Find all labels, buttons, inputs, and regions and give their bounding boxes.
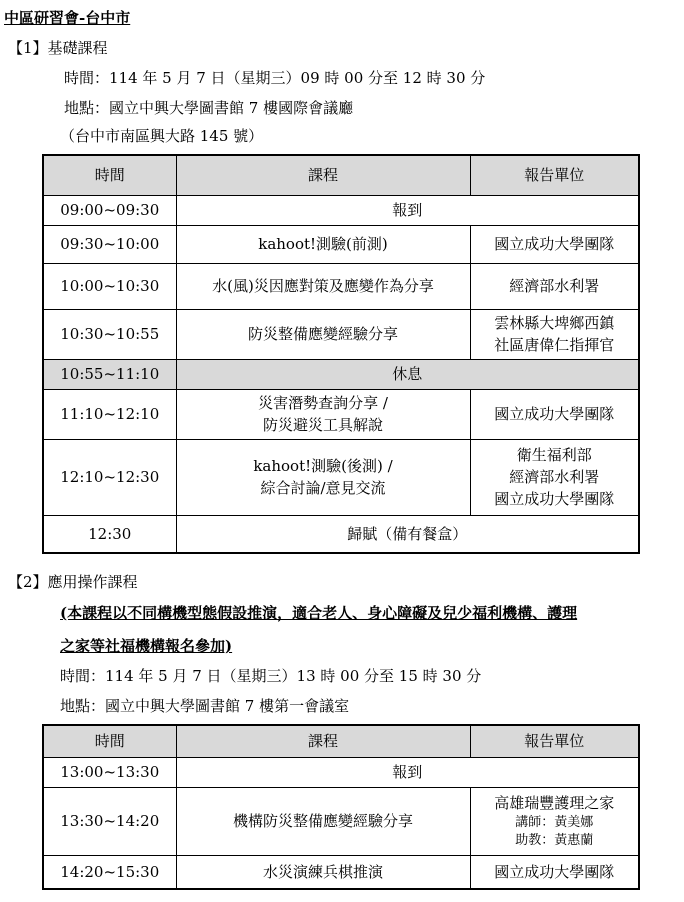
- unit-cell: [470, 855, 639, 889]
- course-text: 水災演練兵棋推演: [262, 862, 383, 881]
- course-text: kahoot!測驗(後測) /: [253, 457, 393, 475]
- header-cell: 時間: [43, 155, 176, 195]
- course-text: 休息: [392, 365, 423, 383]
- merged-course-cell: [176, 757, 639, 787]
- course-text: 防災整備應變經驗分享: [247, 325, 398, 343]
- section1-heading: 【1】基礎課程: [8, 39, 108, 57]
- unit-text: 雲林縣大埤鄉西鎮: [494, 314, 615, 332]
- header-cell: 報告單位: [470, 725, 639, 757]
- unit-text: 經濟部水利署: [509, 277, 600, 295]
- unit-text: 衛生福利部: [516, 446, 592, 464]
- time-cell: 14:20~15:30: [43, 855, 176, 889]
- table-row: [43, 389, 639, 439]
- table-row: [43, 359, 639, 389]
- section2-note-line1: (本課程以不同構機型態假設推演，適合老人、身心障礙及兒少福利機構、護理: [60, 604, 578, 622]
- table-row: [43, 439, 639, 515]
- merged-course-cell: [176, 195, 639, 225]
- table-row: [43, 195, 639, 225]
- unit-text: 國立成功大學團隊: [494, 235, 615, 253]
- unit-cell: [470, 787, 639, 855]
- header-cell: 時間: [43, 725, 176, 757]
- course-text: 綜合討論/意見交流: [260, 479, 386, 497]
- time-cell: 10:30~10:55: [43, 309, 176, 359]
- header-cell: 課程: [176, 155, 470, 195]
- time-cell: 12:10~12:30: [43, 439, 176, 515]
- time-cell: 13:00~13:30: [43, 757, 176, 787]
- table-row: [43, 309, 639, 359]
- unit-cell: [470, 309, 639, 359]
- unit-text: 國立成功大學團隊: [494, 405, 615, 423]
- course-text: 機構防災整備應變經驗分享: [232, 812, 413, 830]
- course-text: 報到: [392, 763, 423, 781]
- course-cell: [176, 855, 470, 889]
- unit-main-text: 國立成功大學團隊: [494, 862, 615, 881]
- course-text: 災害潛勢查詢分享 /: [258, 394, 388, 412]
- course-cell: [176, 787, 470, 855]
- header-cell: 報告單位: [470, 155, 639, 195]
- unit-cell: [470, 389, 639, 439]
- course-text: 水(風)災因應對策及應變作為分享: [212, 277, 434, 295]
- table-row: [43, 263, 639, 309]
- time-cell: 10:00~10:30: [43, 263, 176, 309]
- section2-location: 地點：國立中興大學圖書館 7 樓第一會議室: [60, 697, 350, 715]
- table-header-row: [43, 725, 639, 757]
- section1-time: 時間：114 年 5 月 7 日（星期三）09 時 00 分至 12 時 30 分: [64, 69, 486, 87]
- table-row: [43, 757, 639, 787]
- course-cell: [176, 389, 470, 439]
- course-text: 歸賦（備有餐盒）: [347, 524, 468, 543]
- schedule-table-1: [42, 154, 640, 554]
- header-cell: 課程: [176, 725, 470, 757]
- time-cell: 12:30: [43, 515, 176, 553]
- section2-time: 時間：114 年 5 月 7 日（星期三）13 時 00 分至 15 時 30 分: [60, 667, 482, 685]
- time-cell: 11:10~12:10: [43, 389, 176, 439]
- unit-sub-text: 講師：黃美娜: [515, 815, 594, 830]
- section1-location: 地點：國立中興大學圖書館 7 樓國際會議廳: [64, 99, 354, 117]
- unit-sub-text: 助教：黃惠蘭: [515, 833, 594, 848]
- table-row: [43, 515, 639, 553]
- course-text: 報到: [392, 201, 423, 219]
- unit-main-text: 高雄瑞豐護理之家: [494, 794, 615, 812]
- unit-text: 國立成功大學團隊: [494, 490, 615, 508]
- unit-cell: [470, 225, 639, 263]
- course-text: 防災避災工具解說: [262, 416, 383, 434]
- course-text: kahoot!測驗(前測): [258, 235, 388, 253]
- section2-note-line2: 之家等社福機構報名參加): [60, 637, 233, 655]
- course-cell: [176, 263, 470, 309]
- unit-text: 經濟部水利署: [509, 468, 600, 486]
- section1-address: （台中市南區興大路 145 號）: [60, 127, 264, 145]
- time-cell: 09:30~10:00: [43, 225, 176, 263]
- time-cell: 13:30~14:20: [43, 787, 176, 855]
- merged-course-cell: [176, 359, 639, 389]
- unit-cell: [470, 439, 639, 515]
- time-cell: 10:55~11:10: [43, 359, 176, 389]
- course-cell: [176, 439, 470, 515]
- schedule-table-2: [42, 724, 640, 890]
- table-row: [43, 225, 639, 263]
- unit-text: 社區唐偉仁指揮官: [494, 336, 615, 354]
- table-row: [43, 855, 639, 889]
- time-cell: 09:00~09:30: [43, 195, 176, 225]
- course-cell: [176, 225, 470, 263]
- section2-heading: 【2】應用操作課程: [8, 573, 138, 591]
- merged-course-cell: [176, 515, 639, 553]
- course-cell: [176, 309, 470, 359]
- table-row: [43, 787, 639, 855]
- page-title: 中區研習會-台中市: [4, 9, 131, 27]
- unit-cell: [470, 263, 639, 309]
- table-header-row: [43, 155, 639, 195]
